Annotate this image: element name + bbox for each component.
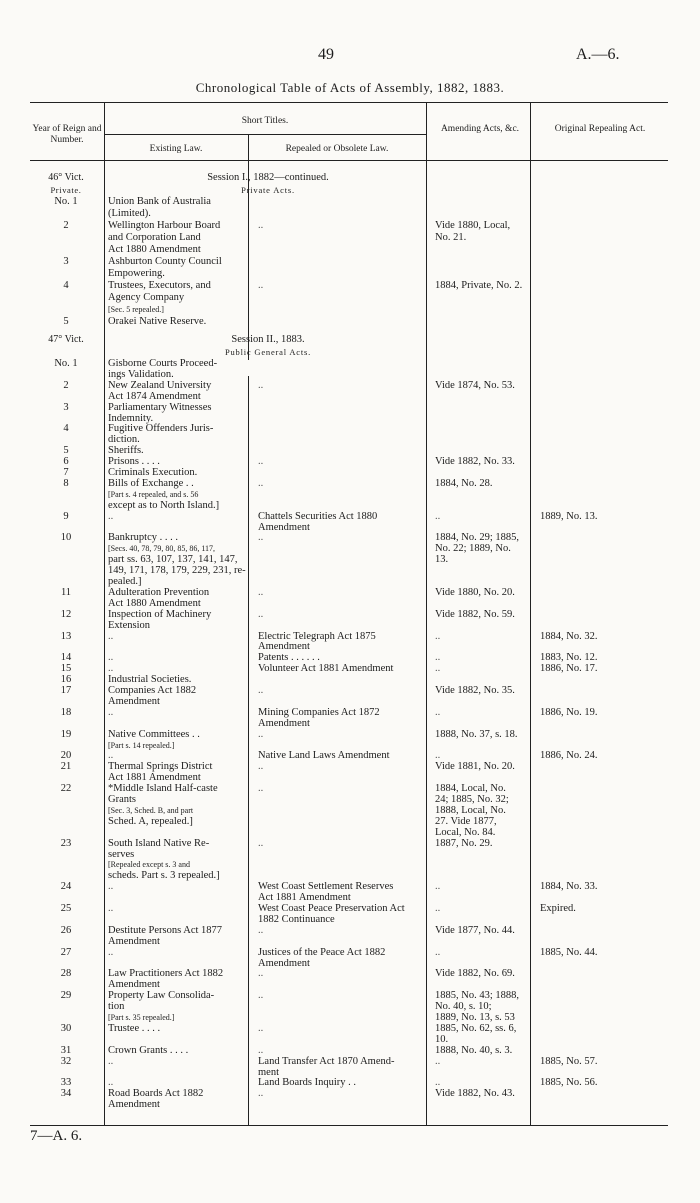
cell-no: 21: [60, 761, 72, 773]
cell-ex: Act 1880 Amendment: [108, 597, 201, 609]
cell-no: 5: [63, 445, 69, 457]
cell-ex: Parliamentary Witnesses: [108, 401, 212, 413]
cell-amd: 1888, No. 40, s. 3.: [435, 1044, 513, 1056]
cell-amd: No. 22; 1889, No.: [435, 543, 511, 555]
cell-no: 30: [60, 1022, 72, 1034]
cell-ex: [Part s. 4 repealed, and s. 56: [108, 489, 199, 499]
table-row: [30, 292, 670, 304]
cell-no: 6: [63, 456, 69, 468]
cell-amd: ..: [435, 1055, 441, 1067]
cell-amd: Vide 1882, No. 59.: [435, 608, 515, 620]
session-2-title: Session II., 1883.: [231, 334, 305, 345]
cell-ex: Native Committees . .: [108, 728, 200, 740]
cell-ex: scheds. Part s. 3 repealed.]: [108, 870, 220, 882]
cell-ex: Sheriffs.: [108, 445, 144, 457]
cell-amd: 1884, Private, No. 2.: [435, 280, 523, 291]
table-row: [30, 196, 670, 208]
cell-ex: South Island Native Re-: [108, 837, 210, 849]
cell-amd: 1885, No. 43; 1888,: [435, 990, 519, 1002]
session-1-year: 46° Vict.: [48, 172, 84, 183]
cell-no: 5: [63, 316, 69, 327]
cell-no: 12: [60, 608, 72, 620]
cell-ex: ..: [108, 750, 114, 762]
cell-no: 10: [60, 532, 72, 544]
session-1-subtitle: Private Acts.: [241, 185, 295, 195]
cell-amd: 13.: [435, 554, 449, 566]
cell-no: 4: [63, 423, 69, 435]
cell-ex: ..: [108, 630, 114, 642]
cell-orig: 1883, No. 12.: [540, 652, 598, 664]
cell-rep: Volunteer Act 1881 Amendment: [258, 663, 394, 675]
cell-ex: Orakei Native Reserve.: [108, 316, 207, 327]
cell-rep: ..: [258, 968, 264, 980]
cell-ex: Indemnity.: [108, 412, 154, 424]
cell-rep: Amendment: [258, 717, 310, 729]
cell-ex: tion: [108, 1001, 125, 1013]
table-row: [30, 220, 670, 232]
cell-ex: pealed.]: [108, 576, 142, 587]
cell-ex: [Sec. 5 repealed.]: [108, 305, 164, 314]
cell-orig: 1886, No. 17.: [540, 663, 598, 675]
cell-orig: 1885, No. 56.: [540, 1077, 598, 1089]
cell-amd: ..: [435, 903, 441, 914]
cell-amd: ..: [435, 1077, 441, 1089]
cell-ex: [Part s. 14 repealed.]: [108, 740, 175, 750]
cell-rep: 1882 Continuance: [258, 913, 335, 925]
cell-rep: ..: [258, 837, 264, 849]
cell-ex: ..: [108, 946, 114, 958]
cell-no: 9: [63, 510, 69, 522]
cell-ex: ..: [108, 1077, 114, 1089]
session-2-heading: [110, 334, 426, 358]
cell-rep: ..: [258, 608, 264, 620]
cell-amd: 1884, Local, No.: [435, 783, 506, 795]
cell-ex: Union Bank of Australia: [108, 196, 211, 207]
table-top-rule: [30, 102, 668, 103]
cell-rep: Patents . . . . . .: [258, 652, 320, 664]
cell-ex: part ss. 63, 107, 137, 141, 147,: [108, 554, 238, 566]
cell-no: 2: [63, 379, 69, 391]
cell-amd: 1884, No. 28.: [435, 477, 493, 489]
table-row: [30, 268, 670, 280]
cell-rep: ..: [258, 1044, 264, 1056]
cell-ex: serves: [108, 848, 135, 860]
cell-ex: Trustees, Executors, and: [108, 280, 211, 291]
cell-ex: Empowering.: [108, 268, 165, 279]
cell-ex: Industrial Societies.: [108, 674, 192, 686]
cell-ex: Trustee . . . .: [108, 1022, 161, 1034]
cell-no: No. 1: [54, 358, 78, 369]
cell-no: 23: [60, 837, 72, 849]
cell-amd: Vide 1882, No. 33.: [435, 456, 515, 468]
cell-ex: Prisons . . . .: [108, 456, 160, 468]
table-row: [30, 316, 670, 328]
session-1-private: Private.: [50, 185, 82, 195]
cell-ex: ings Validation.: [108, 368, 174, 380]
cell-ex: Road Boards Act 1882: [108, 1088, 204, 1100]
cell-amd: ..: [435, 630, 441, 642]
cell-no: 34: [60, 1088, 72, 1100]
cell-no: 14: [60, 652, 72, 664]
session-1-title: Session I., 1882—continued.: [207, 172, 329, 183]
cell-ex: Extension: [108, 619, 150, 631]
cell-no: 29: [60, 990, 72, 1002]
cell-ex: [Secs. 40, 78, 79, 80, 85, 86, 117,: [108, 544, 216, 554]
cell-ex: ..: [108, 663, 114, 675]
cell-ex: Inspection of Machinery: [108, 608, 212, 620]
cell-amd: Vide 1877, No. 44.: [435, 924, 515, 936]
cell-amd: Vide 1881, No. 20.: [435, 761, 515, 773]
cell-orig: 1886, No. 24.: [540, 750, 598, 762]
header-bottom-rule: [30, 160, 668, 161]
table-row: [30, 208, 670, 220]
session-1-heading: [110, 172, 426, 196]
cell-ex: Amendment: [108, 1099, 160, 1111]
cell-rep: ..: [258, 783, 264, 795]
cell-rep: ..: [258, 456, 264, 468]
cell-amd: 1888, No. 37, s. 18.: [435, 728, 518, 740]
cell-amd: ..: [435, 652, 441, 664]
cell-amd: Vide 1880, No. 20.: [435, 586, 515, 598]
cell-ex: Companies Act 1882: [108, 685, 197, 696]
cell-ex: Sched. A, repealed.]: [108, 815, 193, 827]
cell-amd: 1887, No. 29.: [435, 837, 493, 849]
document-reference: A.—6.: [576, 46, 620, 63]
cell-ex: Act 1880 Amendment: [108, 244, 201, 255]
cell-rep: ..: [258, 532, 264, 544]
cell-orig: 1884, No. 32.: [540, 630, 598, 642]
cell-no: 22: [60, 783, 72, 795]
cell-amd: 1889, No. 13, s. 53: [435, 1012, 515, 1023]
cell-no: 27: [60, 946, 72, 958]
session-2-subtitle: Public General Acts.: [224, 347, 312, 357]
cell-no: 8: [63, 477, 69, 489]
cell-rep: Native Land Laws Amendment: [258, 750, 390, 762]
cell-rep: Chattels Securities Act 1880: [258, 510, 378, 522]
cell-ex: ..: [108, 881, 114, 893]
cell-no: 11: [60, 586, 72, 598]
cell-ex: Wellington Harbour Board: [108, 220, 221, 231]
cell-amd: ..: [435, 663, 441, 675]
cell-orig: 1884, No. 33.: [540, 881, 598, 893]
cell-amd: ..: [435, 750, 441, 762]
cell-ex: Property Law Consolida-: [108, 990, 215, 1002]
cell-rep: Justices of the Peace Act 1882: [258, 946, 386, 958]
cell-ex: Bankruptcy . . . .: [108, 532, 178, 544]
short-titles-rule: [104, 134, 426, 135]
cell-no: 16: [60, 674, 72, 686]
cell-no: 20: [60, 750, 72, 762]
cell-ex: Bills of Exchange . .: [108, 477, 194, 489]
table-row: [30, 1099, 670, 1111]
header-year: Year of Reign and Number.: [32, 124, 102, 145]
table-row: [30, 280, 670, 292]
cell-no: 26: [60, 924, 72, 936]
cell-amd: ..: [435, 510, 441, 522]
cell-rep: West Coast Settlement Reserves: [258, 881, 394, 893]
cell-rep: ..: [258, 280, 264, 291]
cell-ex: and Corporation Land: [108, 232, 201, 243]
cell-amd: ..: [435, 706, 441, 718]
cell-amd: Vide 1874, No. 53.: [435, 379, 515, 391]
cell-no: 28: [60, 968, 72, 980]
cell-amd: 1885, No. 62, ss. 6,: [435, 1022, 517, 1034]
cell-rep: Land Boards Inquiry . .: [258, 1077, 356, 1089]
cell-amd: Vide 1880, Local,: [435, 220, 511, 231]
cell-no: 33: [60, 1077, 72, 1089]
cell-rep: West Coast Peace Preservation Act: [258, 903, 405, 914]
cell-no: 17: [60, 685, 72, 696]
cell-no: 13: [60, 630, 72, 642]
cell-rep: Electric Telegraph Act 1875: [258, 630, 376, 642]
cell-orig: 1886, No. 19.: [540, 706, 598, 718]
cell-amd: Vide 1882, No. 43.: [435, 1088, 515, 1100]
cell-amd: Vide 1882, No. 35.: [435, 685, 515, 696]
cell-ex: Crown Grants . . . .: [108, 1044, 189, 1056]
cell-no: 15: [60, 663, 72, 675]
cell-no: 3: [63, 256, 69, 267]
page-title: Chronological Table of Acts of Assembly, 1882, 1883.: [195, 80, 505, 95]
session-2-year: 47° Vict.: [48, 334, 84, 345]
cell-ex: Criminals Execution.: [108, 467, 198, 478]
cell-amd: ..: [435, 881, 441, 893]
cell-ex: [Sec. 3, Sched. B, and part: [108, 805, 194, 815]
cell-amd: No. 21.: [435, 232, 467, 243]
cell-no: 3: [63, 401, 69, 413]
cell-ex: Gisborne Courts Proceed-: [108, 358, 218, 369]
cell-no: 24: [60, 881, 72, 893]
cell-ex: (Limited).: [108, 208, 151, 219]
cell-ex: Amendment: [108, 979, 160, 991]
cell-orig: 1889, No. 13.: [540, 510, 598, 522]
cell-rep: ..: [258, 1088, 264, 1100]
cell-ex: Law Practitioners Act 1882: [108, 968, 224, 980]
cell-ex: [Repealed except s. 3 and: [108, 860, 190, 870]
cell-ex: Agency Company: [108, 292, 185, 303]
cell-rep: ..: [258, 728, 264, 740]
cell-ex: ..: [108, 510, 114, 522]
table-row: [30, 232, 670, 244]
cell-no: 25: [60, 903, 72, 914]
table-bottom-rule: [30, 1125, 668, 1126]
page-number: 49: [318, 46, 334, 63]
cell-ex: Destitute Persons Act 1877: [108, 924, 223, 936]
cell-no: 18: [60, 706, 72, 718]
cell-ex: Act 1874 Amendment: [108, 390, 201, 402]
cell-rep: ..: [258, 220, 264, 231]
cell-ex: ..: [108, 903, 114, 914]
cell-no: 32: [60, 1055, 72, 1067]
table-row: [30, 244, 670, 256]
cell-rep: ..: [258, 924, 264, 936]
cell-ex: except as to North Island.]: [108, 499, 220, 511]
cell-ex: Thermal Springs District: [108, 761, 213, 773]
cell-ex: Amendment: [108, 935, 160, 947]
cell-rep: ..: [258, 477, 264, 489]
cell-rep: Mining Companies Act 1872: [258, 706, 380, 718]
cell-rep: ..: [258, 761, 264, 773]
cell-amd: 27. Vide 1877,: [435, 815, 497, 827]
cell-rep: ment: [258, 1066, 279, 1078]
cell-no: No. 1: [54, 196, 78, 207]
table-row: [30, 256, 670, 268]
cell-ex: Grants: [108, 794, 136, 805]
cell-amd: ..: [435, 946, 441, 958]
cell-rep: Amendment: [258, 957, 310, 969]
cell-rep: ..: [258, 990, 264, 1002]
cell-ex: Amendment: [108, 695, 160, 707]
header-amending-acts: Amending Acts, &c.: [440, 124, 520, 134]
cell-no: 2: [63, 220, 69, 231]
cell-orig: 1885, No. 44.: [540, 946, 598, 958]
table-row: [30, 304, 670, 316]
cell-ex: Fugitive Offenders Juris-: [108, 423, 214, 435]
cell-rep: Land Transfer Act 1870 Amend-: [258, 1055, 395, 1067]
cell-no: 31: [60, 1044, 72, 1056]
cell-amd: 1888, Local, No.: [435, 804, 506, 816]
cell-no: 4: [63, 280, 69, 291]
cell-amd: Vide 1882, No. 69.: [435, 968, 515, 980]
cell-ex: Act 1881 Amendment: [108, 772, 201, 784]
cell-ex: [Part s. 35 repealed.]: [108, 1013, 175, 1022]
cell-orig: 1885, No. 57.: [540, 1055, 598, 1067]
cell-ex: Adulteration Prevention: [108, 586, 210, 598]
cell-rep: ..: [258, 685, 264, 696]
cell-ex: *Middle Island Half-caste: [108, 783, 218, 795]
cell-orig: Expired.: [540, 903, 576, 914]
cell-rep: ..: [258, 1022, 264, 1034]
cell-amd: Local, No. 84.: [435, 826, 496, 838]
cell-no: 7: [63, 467, 69, 478]
cell-amd: 10.: [435, 1033, 449, 1045]
cell-amd: 24; 1885, No. 32;: [435, 794, 509, 805]
footer-signature: 7—A. 6.: [30, 1128, 83, 1144]
header-existing-law: Existing Law.: [149, 144, 203, 154]
cell-amd: 1884, No. 29; 1885,: [435, 532, 519, 544]
cell-amd: No. 40, s. 10;: [435, 1001, 492, 1013]
cell-ex: Ashburton County Council: [108, 256, 222, 267]
cell-no: 19: [60, 728, 72, 740]
cell-ex: ..: [108, 706, 114, 718]
header-original-repealing: Original Repealing Act.: [554, 124, 646, 134]
header-short-titles: Short Titles.: [241, 116, 289, 126]
header-repealed-law: Repealed or Obsolete Law.: [285, 144, 389, 154]
cell-ex: 149, 171, 178, 179, 229, 231, re-: [108, 565, 246, 577]
cell-ex: ..: [108, 652, 114, 664]
cell-rep: ..: [258, 379, 264, 391]
cell-rep: Act 1881 Amendment: [258, 892, 351, 904]
cell-ex: ..: [108, 1055, 114, 1067]
cell-rep: ..: [258, 586, 264, 598]
cell-rep: Amendment: [258, 641, 310, 653]
cell-ex: diction.: [108, 434, 140, 446]
cell-rep: Amendment: [258, 521, 310, 533]
cell-ex: New Zealand University: [108, 379, 212, 391]
